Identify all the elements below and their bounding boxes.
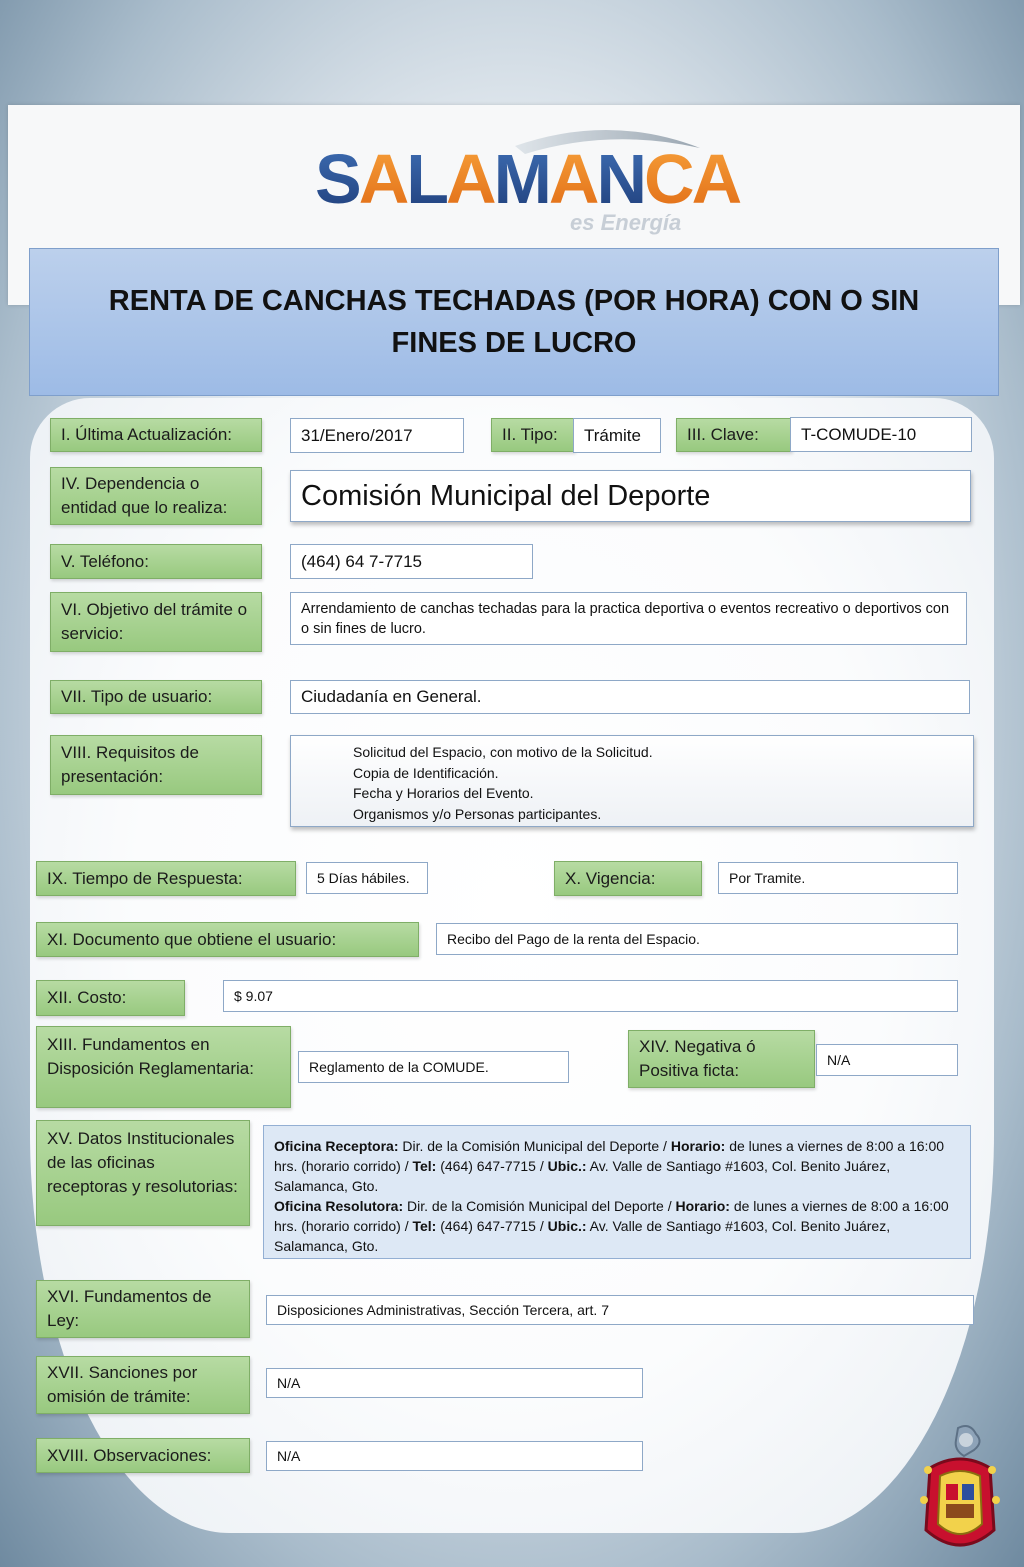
objetivo-value: Arrendamiento de canchas techadas para la practica deportiva o eventos recreativo o deportivos con o sin fines de lucro. — [290, 592, 967, 645]
page-title: RENTA DE CANCHAS TECHADAS (POR HORA) CON O SIN FINES DE LUCRO — [29, 248, 999, 396]
dependencia-value: Comisión Municipal del Deporte — [290, 470, 971, 522]
documento-label: XI. Documento que obtiene el usuario: — [36, 922, 419, 957]
salamanca-logo — [310, 118, 740, 248]
observaciones-label: XVIII. Observaciones: — [36, 1438, 250, 1473]
requisito-item: Fecha y Horarios del Evento. — [353, 785, 534, 801]
svg-text:SALAMANCA: SALAMANCA — [315, 140, 740, 218]
tiempo-respuesta-label: IX. Tiempo de Respuesta: — [36, 861, 296, 896]
clave-label: III. Clave: — [676, 418, 792, 452]
clave-value: T-COMUDE-10 — [790, 417, 972, 452]
tipo-usuario-value: Ciudadanía en General. — [290, 680, 970, 714]
sanciones-label: XVII. Sanciones por omisión de trámite: — [36, 1356, 250, 1414]
sanciones-value: N/A — [266, 1368, 643, 1398]
fundamentos-ley-label: XVI. Fundamentos de Ley: — [36, 1280, 250, 1338]
coat-of-arms-icon — [918, 1420, 1002, 1555]
vigencia-label: X. Vigencia: — [554, 861, 702, 896]
requisitos-list — [290, 735, 974, 827]
costo-value: $ 9.07 — [223, 980, 958, 1012]
requisitos-label: VIII. Requisitos de presentación: — [50, 735, 262, 795]
oficina-resolutora: Oficina Resolutora: Dir. de la Comisión Municipal del Deporte / Horario: de lunes a viernes de 8:00 a 16:00 hrs. (horario corrido) / Tel: (464) 647-7715 / Ubic.: Av. Valle de Santiago #1603, Col. Benito Juárez, Salamanca, Gto. — [274, 1198, 949, 1254]
observaciones-value: N/A — [266, 1441, 643, 1471]
telefono-value: (464) 64 7-7715 — [290, 544, 533, 579]
requisito-item: Organismos y/o Personas participantes. — [353, 805, 602, 822]
dependencia-label: IV. Dependencia o entidad que lo realiza: — [50, 467, 262, 525]
costo-label: XII. Costo: — [36, 980, 185, 1016]
ultima-actualizacion-value: 31/Enero/2017 — [290, 418, 464, 453]
fundamentos-reglamentaria-value: Reglamento de la COMUDE. — [298, 1051, 569, 1083]
requisito-item: Copia de Identificación. — [353, 764, 499, 781]
negativa-positiva-label: XIV. Negativa ó Positiva ficta: — [628, 1030, 815, 1088]
requisito-item: Solicitud del Espacio, con motivo de la Solicitud. — [353, 744, 653, 760]
tipo-usuario-label: VII. Tipo de usuario: — [50, 680, 262, 714]
oficina-receptora: Oficina Receptora: Dir. de la Comisión Municipal del Deporte / Horario: de lunes a viernes de 8:00 a 16:00 hrs. (horario corrido) / Tel: (464) 647-7715 / Ubic.: Av. Valle de Santiago #1603, Col. Benito Juárez, Salamanca, Gto. — [274, 1138, 945, 1194]
negativa-positiva-value: N/A — [816, 1044, 958, 1076]
fundamentos-ley-value: Disposiciones Administrativas, Sección Tercera, art. 7 — [266, 1295, 974, 1325]
datos-institucionales-value — [263, 1125, 971, 1259]
datos-institucionales-label: XV. Datos Institucionales de las oficinas receptoras y resolutorias: — [36, 1120, 250, 1226]
vigencia-value: Por Tramite. — [718, 862, 958, 894]
ultima-actualizacion-label: I. Última Actualización: — [50, 418, 262, 452]
telefono-label: V. Teléfono: — [50, 544, 262, 579]
documento-value: Recibo del Pago de la renta del Espacio. — [436, 923, 958, 955]
fundamentos-reglamentaria-label: XIII. Fundamentos en Disposición Reglamentaria: — [36, 1026, 291, 1108]
svg-text:es Energía: es Energía — [570, 210, 682, 235]
tipo-value: Trámite — [573, 418, 661, 453]
tiempo-respuesta-value: 5 Días hábiles. — [306, 862, 428, 894]
tipo-label: II. Tipo: — [491, 418, 575, 452]
objetivo-label: VI. Objetivo del trámite o servicio: — [50, 592, 262, 652]
